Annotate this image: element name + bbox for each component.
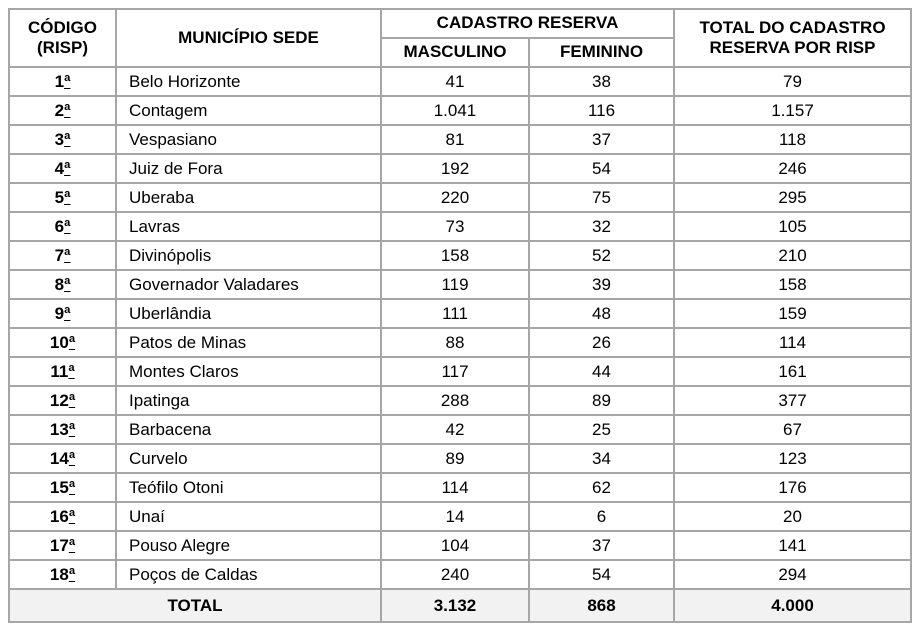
table-row: [9, 154, 911, 183]
table-row: [9, 299, 911, 328]
table-row: [9, 415, 911, 444]
total-cell: 377: [674, 386, 911, 415]
risp-code: 18ª: [9, 560, 116, 589]
masculino-cell: 41: [381, 67, 529, 96]
feminino-cell: 34: [529, 444, 674, 473]
municipio-cell: Contagem: [116, 96, 381, 125]
table-row: [9, 241, 911, 270]
masculino-cell: 81: [381, 125, 529, 154]
table-footer: [9, 589, 911, 622]
table-row: [9, 96, 911, 125]
municipio-cell: Lavras: [116, 212, 381, 241]
table-row: [9, 328, 911, 357]
total-cell: 210: [674, 241, 911, 270]
table-body: [9, 67, 911, 589]
risp-code: 17ª: [9, 531, 116, 560]
masculino-cell: 119: [381, 270, 529, 299]
table-row: [9, 560, 911, 589]
table-row: [9, 270, 911, 299]
masculino-cell: 220: [381, 183, 529, 212]
municipio-cell: Juiz de Fora: [116, 154, 381, 183]
municipio-cell: Belo Horizonte: [116, 67, 381, 96]
table-row: [9, 125, 911, 154]
total-cell: 295: [674, 183, 911, 212]
total-cell: 158: [674, 270, 911, 299]
total-cell: 159: [674, 299, 911, 328]
table-row: [9, 386, 911, 415]
total-cell: 246: [674, 154, 911, 183]
table-row: [9, 357, 911, 386]
masculino-cell: 42: [381, 415, 529, 444]
municipio-cell: Teófilo Otoni: [116, 473, 381, 502]
feminino-cell: 89: [529, 386, 674, 415]
total-feminino: 868: [529, 589, 674, 622]
municipio-cell: Patos de Minas: [116, 328, 381, 357]
feminino-cell: 39: [529, 270, 674, 299]
municipio-cell: Vespasiano: [116, 125, 381, 154]
table-row: [9, 67, 911, 96]
masculino-cell: 288: [381, 386, 529, 415]
total-label: TOTAL: [9, 589, 381, 622]
total-cell: 1.157: [674, 96, 911, 125]
total-masculino: 3.132: [381, 589, 529, 622]
feminino-cell: 48: [529, 299, 674, 328]
total-cell: 67: [674, 415, 911, 444]
feminino-cell: 44: [529, 357, 674, 386]
risp-code: 11ª: [9, 357, 116, 386]
header-cadastro-reserva: CADASTRO RESERVA: [381, 9, 674, 38]
header-feminino: FEMININO: [529, 38, 674, 67]
municipio-cell: Poços de Caldas: [116, 560, 381, 589]
municipio-cell: Ipatinga: [116, 386, 381, 415]
table-row: [9, 183, 911, 212]
municipio-cell: Governador Valadares: [116, 270, 381, 299]
feminino-cell: 26: [529, 328, 674, 357]
feminino-cell: 54: [529, 560, 674, 589]
feminino-cell: 62: [529, 473, 674, 502]
cadastro-reserva-table: [8, 8, 912, 623]
total-cell: 118: [674, 125, 911, 154]
masculino-cell: 114: [381, 473, 529, 502]
risp-code: 13ª: [9, 415, 116, 444]
masculino-cell: 192: [381, 154, 529, 183]
feminino-cell: 32: [529, 212, 674, 241]
table-row: [9, 502, 911, 531]
total-cell: 20: [674, 502, 911, 531]
municipio-cell: Uberaba: [116, 183, 381, 212]
masculino-cell: 111: [381, 299, 529, 328]
masculino-cell: 1.041: [381, 96, 529, 125]
feminino-cell: 116: [529, 96, 674, 125]
total-cell: 161: [674, 357, 911, 386]
header-total-risp: TOTAL DO CADASTRO RESERVA POR RISP: [674, 9, 911, 67]
header-municipio-sede: MUNICÍPIO SEDE: [116, 9, 381, 67]
total-cell: 294: [674, 560, 911, 589]
feminino-cell: 54: [529, 154, 674, 183]
risp-code: 1ª: [9, 67, 116, 96]
total-cell: 105: [674, 212, 911, 241]
masculino-cell: 88: [381, 328, 529, 357]
municipio-cell: Uberlândia: [116, 299, 381, 328]
masculino-cell: 14: [381, 502, 529, 531]
header-row-top: [9, 9, 911, 38]
total-cell: 79: [674, 67, 911, 96]
masculino-cell: 104: [381, 531, 529, 560]
municipio-cell: Curvelo: [116, 444, 381, 473]
risp-code: 9ª: [9, 299, 116, 328]
risp-code: 10ª: [9, 328, 116, 357]
feminino-cell: 6: [529, 502, 674, 531]
table-row: [9, 473, 911, 502]
total-cell: 141: [674, 531, 911, 560]
header-codigo-line2: (RISP): [37, 38, 88, 57]
header-codigo-risp: [9, 9, 116, 67]
total-cell: 123: [674, 444, 911, 473]
risp-code: 3ª: [9, 125, 116, 154]
risp-code: 8ª: [9, 270, 116, 299]
risp-code: 5ª: [9, 183, 116, 212]
total-row: [9, 589, 911, 622]
feminino-cell: 38: [529, 67, 674, 96]
total-cell: 176: [674, 473, 911, 502]
masculino-cell: 240: [381, 560, 529, 589]
feminino-cell: 75: [529, 183, 674, 212]
masculino-cell: 117: [381, 357, 529, 386]
feminino-cell: 52: [529, 241, 674, 270]
table-row: [9, 531, 911, 560]
total-cell: 114: [674, 328, 911, 357]
table-header: [9, 9, 911, 67]
masculino-cell: 158: [381, 241, 529, 270]
risp-code: 12ª: [9, 386, 116, 415]
risp-code: 2ª: [9, 96, 116, 125]
feminino-cell: 37: [529, 531, 674, 560]
municipio-cell: Montes Claros: [116, 357, 381, 386]
masculino-cell: 89: [381, 444, 529, 473]
risp-code: 4ª: [9, 154, 116, 183]
municipio-cell: Barbacena: [116, 415, 381, 444]
municipio-cell: Divinópolis: [116, 241, 381, 270]
risp-code: 16ª: [9, 502, 116, 531]
total-geral: 4.000: [674, 589, 911, 622]
table-row: [9, 444, 911, 473]
feminino-cell: 25: [529, 415, 674, 444]
municipio-cell: Pouso Alegre: [116, 531, 381, 560]
risp-code: 7ª: [9, 241, 116, 270]
feminino-cell: 37: [529, 125, 674, 154]
risp-code: 6ª: [9, 212, 116, 241]
header-codigo-line1: CÓDIGO: [28, 17, 97, 37]
risp-code: 15ª: [9, 473, 116, 502]
municipio-cell: Unaí: [116, 502, 381, 531]
masculino-cell: 73: [381, 212, 529, 241]
header-masculino: MASCULINO: [381, 38, 529, 67]
table-row: [9, 212, 911, 241]
risp-code: 14ª: [9, 444, 116, 473]
